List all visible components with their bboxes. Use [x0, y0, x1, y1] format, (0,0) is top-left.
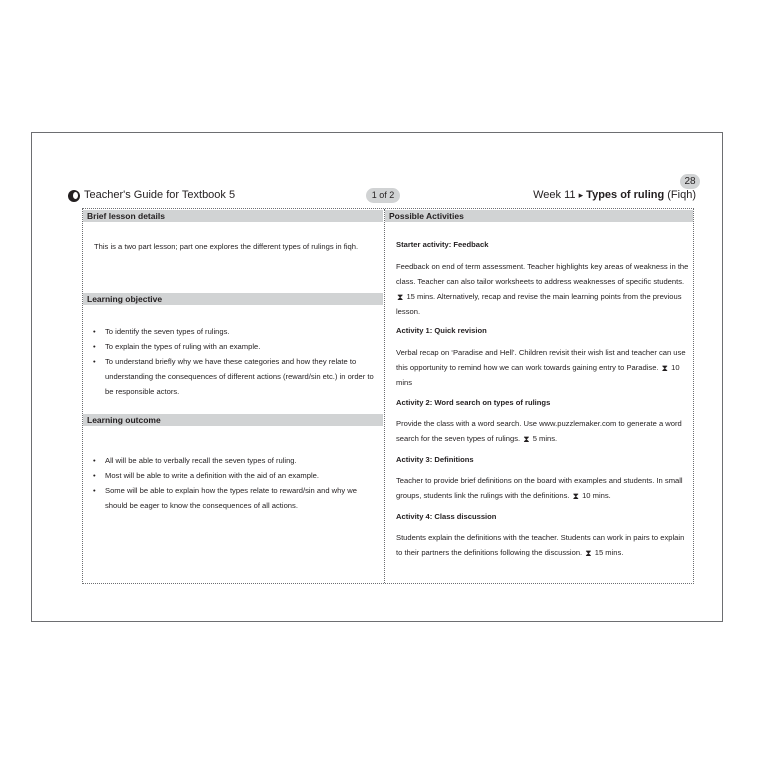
logo-icon	[68, 190, 80, 202]
activity-text: Teacher to provide brief definitions on the board with examples and students. In small groups, students link the rulings with the definitions. ⧗ 10 mins.	[396, 476, 683, 501]
objective-heading: Learning objective	[83, 293, 383, 305]
hourglass-icon: ⧗	[585, 548, 592, 558]
list-item: • Some will be able to explain how the types relate to reward/sin and why we should be eager to know the consequences of all actions.	[87, 483, 379, 513]
list-item: • Most will be able to write a definition with the aid of an example.	[87, 468, 379, 483]
activities-heading: Possible Activities	[385, 210, 693, 222]
activity-text: Feedback on end of term assessment. Teacher highlights key areas of weakness in the class. Teacher can also tailor worksheets to address weaknesses of specific students. ⧗ 15 mins. Alternatively, recap and revise the main learning points from the previous lesson.	[396, 262, 689, 316]
list-item: • To understand briefly why we have these categories and how they relate to understanding the consequences of different actions (reward/sin etc.) in order to be responsible actors.	[87, 354, 379, 399]
guide-title: Teacher's Guide for Textbook 5	[84, 189, 236, 201]
activity-title: Activity 1: Quick revision	[396, 326, 487, 335]
page-indicator: 1 of 2	[366, 188, 400, 203]
list-item: • To explain the types of ruling with an example.	[87, 339, 379, 354]
arrow-icon: ▸	[578, 190, 584, 200]
activity-title: Activity 3: Definitions	[396, 455, 474, 464]
lesson-table	[82, 208, 694, 584]
list-item: • To identify the seven types of rulings.	[87, 324, 379, 339]
brief-heading: Brief lesson details	[83, 210, 383, 222]
activity-title: Starter activity: Feedback	[396, 240, 489, 249]
hourglass-icon: ⧗	[572, 491, 579, 501]
topic-title: Types of ruling	[586, 189, 665, 201]
column-divider	[384, 209, 385, 583]
objective-list	[87, 324, 379, 399]
week-label: Week 11	[533, 189, 576, 201]
page-header	[68, 187, 696, 209]
activity-text: Students explain the definitions with the teacher. Students can work in pairs to explain to their partners the definitions following the discussion. ⧗ 15 mins.	[396, 533, 685, 558]
activity-text: Verbal recap on ‘Paradise and Hell’. Children revisit their wish list and teacher can use this opportunity to remind how we can work towards gaining entry to Paradise. ⧗ 10 mins	[396, 348, 686, 387]
list-item: • All will be able to verbally recall the seven types of ruling.	[87, 453, 379, 468]
week-topic	[533, 189, 696, 201]
hourglass-icon: ⧗	[523, 434, 530, 444]
activity-text: Provide the class with a word search. Use www.puzzlemaker.com to generate a word search for the seven types of rulings. ⧗ 5 mins.	[396, 419, 682, 444]
outcome-heading: Learning outcome	[83, 414, 383, 426]
outcome-list	[87, 453, 379, 513]
activity-title: Activity 2: Word search on types of rulings	[396, 398, 551, 407]
hourglass-icon: ⧗	[397, 292, 404, 302]
topic-suffix: (Fiqh)	[667, 189, 696, 201]
brief-text: This is a two part lesson; part one explores the different types of rulings in fiqh.	[94, 242, 359, 251]
activity-title: Activity 4: Class discussion	[396, 512, 497, 521]
hourglass-icon: ⧗	[661, 363, 668, 373]
page-number: 28	[680, 174, 700, 189]
